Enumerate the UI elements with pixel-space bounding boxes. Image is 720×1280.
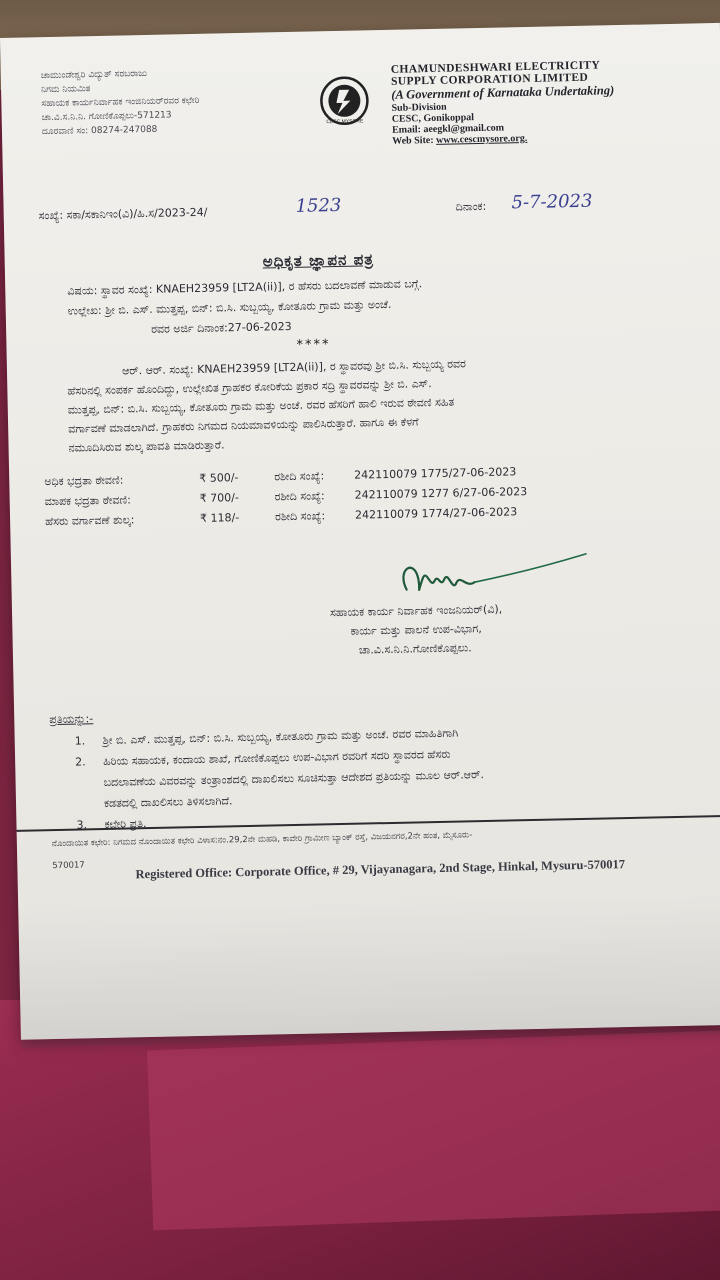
copies-heading: ಪ್ರತಿಯನ್ನು:- <box>49 712 94 727</box>
copy-item-number: 2. <box>75 755 86 769</box>
company-name-line2: SUPPLY CORPORATION LIMITED <box>390 71 589 88</box>
fees-block <box>44 464 565 535</box>
body-line: ವರ್ಗಾವಣೆ ಮಾಡಲಾಗಿದೆ. ಗ್ರಾಹಕರು ನಿಗಮದ ನಿಯಮಾವಳಿಯನ್ನು ಪಾಲಿಸಿರುತ್ತಾರೆ. ಹಾಗೂ ಈ ಕೆಳಗೆ <box>68 415 419 436</box>
header-left-line: ದೂರವಾಣಿ ಸಂ: 08274-247088 <box>41 124 158 138</box>
signatory-block <box>330 600 503 661</box>
fee-label: ಮಾಪಕ ಭದ್ರತಾ ಠೇವಣಿ: <box>44 493 131 509</box>
reference-line: ಉಲ್ಲೇಖ: ಶ್ರೀ ಬಿ. ಎಸ್. ಮುತ್ತಪ್ಪ, ಬಿನ್: ಬಿ.ಸಿ. ಸುಬ್ಬಯ್ಯ, ಕೋತೂರು ಗ್ರಾಮ ಮತ್ತು ಅಂಚೆ. <box>67 297 392 318</box>
background-card <box>147 1030 720 1231</box>
header-right-block <box>391 59 616 147</box>
signatory-division: ಕಾರ್ಯ ಮತ್ತು ಪಾಲನೆ ಉಪ-ವಿಭಾಗ, <box>350 622 482 638</box>
header-left-line: ಚಾಮುಂಡೇಶ್ವರಿ ವಿದ್ಯುತ್ ಸರಬರಾಜು <box>40 68 148 82</box>
separator-stars: **** <box>296 337 331 353</box>
email-line: Email: aeegkl@gmail.com <box>391 122 505 136</box>
logo-text: CESC MYSORE <box>326 118 364 126</box>
header-left-line: ಚಾ.ವಿ.ಸ.ನಿ.ನಿ. ಗೋಣಿಕೊಪ್ಪಲು-571213 <box>41 110 172 124</box>
body-paragraph <box>67 354 468 457</box>
copy-item-number: 1. <box>74 734 86 748</box>
website-link[interactable]: www.cescmysore.org. <box>436 132 528 146</box>
fee-receipt-label: ರಶೀದಿ ಸಂಖ್ಯೆ: <box>274 509 326 524</box>
copies-list <box>75 722 485 836</box>
letter-paper <box>0 23 720 1040</box>
signatory-designation: ಸಹಾಯಕ ಕಾರ್ಯ ನಿರ್ವಾಹಕ ಇಂಜನಿಯರ್(ವಿ), <box>329 602 503 620</box>
body-line: ಮುತ್ತಪ್ಪ, ಬಿನ್: ಬಿ.ಸಿ. ಸುಬ್ಬಯ್ಯ, ಕೋತೂರು ಗ್ರಾಮ ಮತ್ತು ಅಂಚೆ. ರವರ ಹೆಸರಿಗೆ ಹಾಲಿ ಇರುವ ಠೇವಣಿ ಸಹಿತ <box>67 395 455 417</box>
document-title: ಅಧಿಕೃತ ಜ್ಞಾಪನ ಪತ್ರ <box>262 250 374 271</box>
copy-item-text: ಶ್ರೀ ಬಿ. ಎಸ್. ಮುತ್ತಪ್ಪ, ಬಿನ್: ಬಿ.ಸಿ. ಸುಬ್ಬಯ್ಯ, ಕೋತೂರು ಗ್ರಾಮ ಮತ್ತು ಅಂಚೆ. ರವರ ಮಾಹಿತಿಗಾಗಿ <box>102 726 459 748</box>
footer-registered-english: Registered Office: Corporate Office, # 29, Vijayanagara, 2nd Stage, Hinkal, Mysuru-570017 <box>135 857 626 882</box>
company-tagline: (A Government of Karnataka Undertaking) <box>391 83 615 102</box>
body-line: ಹೆಸರಿನಲ್ಲಿ ಸಂಪರ್ಕ ಹೊಂದಿದ್ದು, ಉಲ್ಲೇಖಿತ ಗ್ರಾಹಕರ ಕೋರಿಕೆಯ ಪ್ರಕಾರ ಸದ್ರಿ ಸ್ಥಾವರವನ್ನು ಶ್ರೀ ಬಿ. ಎಸ್. <box>67 377 432 398</box>
copy-item-number: 3. <box>76 818 88 832</box>
subdivision-label: Sub-Division <box>391 101 447 114</box>
fee-amount: ₹ 500/- <box>199 471 239 485</box>
copy-item-text: ಕಛೇರಿ ಪ್ರತಿ. <box>104 817 147 831</box>
office-name: CESC, Gonikoppal <box>391 112 475 125</box>
copy-item-number <box>76 786 104 787</box>
date-handwritten: 5-7-2023 <box>511 190 593 214</box>
reference-number-handwritten: 1523 <box>295 194 342 217</box>
fee-amount: ₹ 700/- <box>199 491 239 505</box>
company-name-line1: CHAMUNDESHWARI ELECTRICITY <box>390 59 601 76</box>
body-line: ನಮೂದಿಸಿರುವ ಶುಲ್ಕ ಪಾವತಿ ಮಾಡಿರುತ್ತಾರೆ. <box>68 438 225 455</box>
fee-label: ಅಧಿಕ ಭದ್ರತಾ ಠೇವಣಿ: <box>44 473 124 489</box>
header-left-block <box>41 66 200 139</box>
copy-item-text: ಕಡತದಲ್ಲಿ ದಾಖಲಿಸಲು ತಿಳಿಸಲಾಗಿದೆ. <box>103 794 233 810</box>
fee-receipt-number: 242110079 1277 6/27-06-2023 <box>354 485 528 502</box>
footer-registered-kannada: ನೊಂದಾಯಿತ ಕಛೇರಿ: ನಿಗಮದ ನೊಂದಾಯಿತ ಕಛೇರಿ ವಿಳಾಸ:ನಂ.29,2ನೇ ಮಹಡಿ, ಕಾವೇರಿ ಗ್ರಾಮೀಣ ಬ್ಯಾಂಕ್ ರಸ್ತೆ, ವಿಜಯನಗರ,2ನೇ ಹಂತ, ಮೈಸೂರು- <box>51 830 473 850</box>
fee-label: ಹೆಸರು ವರ್ಗಾವಣೆ ಶುಲ್ಕ: <box>45 513 135 529</box>
reference-number-label: ಸಂಖ್ಯೆ: ಸಕಾ/ಸಕಾನಿಇಂ(ವಿ)/ಹಿ.ಸ/2023-24/ <box>38 205 208 223</box>
copy-item-text: ಹಿರಿಯ ಸಹಾಯಕ, ಕಂದಾಯ ಶಾಖೆ, ಗೋಣಿಕೊಪ್ಪಲು ಉಪ-ವಿಭಾಗ ರವರಿಗೆ ಸದರಿ ಸ್ಥಾವರದ ಹೆಸರು <box>103 747 451 768</box>
fee-receipt-label: ರಶೀದಿ ಸಂಖ್ಯೆ: <box>274 469 325 484</box>
date-label: ದಿನಾಂಕ: <box>455 199 487 214</box>
fee-receipt-label: ರಶೀದಿ ಸಂಖ್ಯೆ: <box>274 489 325 504</box>
header-left-line: ನಿಗಮ ನಿಯಮಿತ <box>40 84 91 96</box>
fee-amount: ₹ 118/- <box>199 511 240 525</box>
body-line: ಆರ್. ಆರ್. ಸಂಖ್ಯೆ: KNAEH23959 [LT2A(ii)], ರ ಸ್ಥಾವರವು ಶ್ರೀ ಬಿ.ಸಿ. ಸುಬ್ಬಯ್ಯ ರವರ <box>121 357 466 378</box>
application-date-line: ರವರ ಅರ್ಜಿ ದಿನಾಂಕ:27-06-2023 <box>150 319 292 336</box>
signatory-office: ಚಾ.ವಿ.ಸ.ನಿ.ನಿ.ಗೋಣಿಕೊಪ್ಪಲು. <box>358 641 472 657</box>
subject-line: ವಿಷಯ: ಸ್ಥಾವರ ಸಂಖ್ಯೆ: KNAEH23959 [LT2A(ii)], ರ ಹೆಸರು ಬದಲಾವಣೆ ಮಾಡುವ ಬಗ್ಗೆ. <box>67 277 423 298</box>
cesc-logo-icon <box>319 75 370 126</box>
header-left-line: ಸಹಾಯಕ ಕಾರ್ಯನಿರ್ವಾಹಕ ಇಂಜಿನಿಯರ್‌ರವರ ಕಛೇರಿ <box>41 95 200 110</box>
fee-receipt-number: 242110079 1774/27-06-2023 <box>354 505 518 522</box>
fee-receipt-number: 242110079 1775/27-06-2023 <box>354 465 517 482</box>
copy-item-text: ಬದಲಾವಣೆಯ ವಿವರವನ್ನು ತಂತ್ರಾಂಶದಲ್ಲಿ ದಾಖಲಿಸಲು ಸೂಚಿಸುತ್ತಾ ಆದೇಶದ ಪ್ರತಿಯನ್ನು ಮೂಲ ಆರ್.ಆರ್. <box>103 768 485 789</box>
footer-registered-pincode: 570017 <box>52 860 85 872</box>
copy-item-number <box>76 807 104 808</box>
website-label: Web Site: <box>392 134 437 147</box>
